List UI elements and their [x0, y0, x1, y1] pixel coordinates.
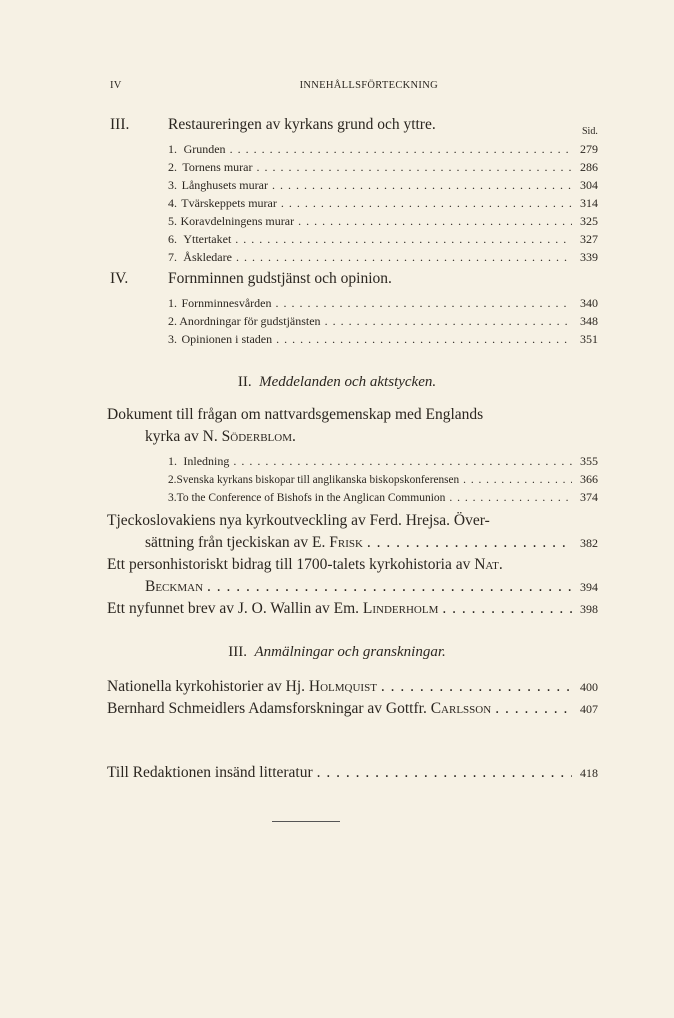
entry-page: 351 [580, 332, 598, 346]
toc-entry [168, 296, 598, 311]
section-numeral: III. [110, 116, 130, 133]
entry-page: 340 [580, 296, 598, 310]
part-heading [0, 644, 674, 661]
entry-label: Tornens murar [182, 160, 253, 174]
part-heading [0, 374, 674, 391]
entry-text: Tjeckoslovakiens nya kyrkoutveckling av Ferd. Hrejsa. Över- [107, 512, 490, 529]
toc-entry [168, 472, 598, 487]
author-name: Söderblom. [221, 428, 296, 445]
entry-page: 327 [580, 232, 598, 246]
page-number: IV [110, 80, 122, 91]
entry-page: 355 [580, 454, 598, 468]
entry-label: Yttertaket [183, 232, 232, 246]
part-numeral: II. [237, 374, 252, 390]
entry-label: Långhusets murar [181, 178, 268, 192]
toc-entry [168, 142, 598, 157]
entry-label: Anordningar för gudstjänsten [179, 314, 321, 328]
entry-page: 286 [580, 160, 598, 174]
entry-page: 374 [580, 490, 598, 504]
entry-label: Koravdelningens murar [180, 214, 295, 228]
entry-page: 382 [580, 536, 598, 550]
entry-page: 398 [580, 602, 598, 616]
entry-number: 3. [168, 178, 177, 192]
entry-page: 348 [580, 314, 598, 328]
entry-text-continued [145, 428, 296, 446]
dot-leader [463, 474, 572, 486]
page-column-label: Sid. [582, 126, 598, 137]
author-name: Holmquist [308, 678, 377, 695]
dot-leader [236, 250, 572, 265]
entry-page: 325 [580, 214, 598, 228]
toc-entry [107, 700, 598, 718]
dot-leader [276, 332, 572, 347]
entry-number: 3. [168, 332, 177, 346]
dot-leader [256, 160, 572, 175]
entry-label: Inledning [183, 454, 230, 468]
toc-entry [168, 454, 598, 469]
dot-leader [281, 196, 572, 211]
entry-label: Tvärskeppets murar [181, 196, 277, 210]
entry-text: Ett personhistoriskt bidrag till 1700-talets kyrkohistoria av [107, 556, 471, 573]
toc-entry [168, 214, 598, 229]
entry-label: To the Conference of Bishofs in the Anglican Communion [176, 492, 446, 504]
entry-label: Fornminnesvården [181, 296, 272, 310]
entry-label: Opinionen i staden [181, 332, 273, 346]
toc-entry [168, 178, 598, 193]
entry-number: 7. [168, 250, 177, 264]
section-heading [110, 116, 436, 134]
toc-entry [168, 332, 598, 347]
toc-entry [168, 250, 598, 265]
toc-entry [168, 490, 598, 505]
toc-entry [168, 196, 598, 211]
entry-text: Till Redaktionen insänd litteratur [107, 764, 313, 781]
entry-page: 418 [580, 766, 598, 780]
dot-leader [381, 678, 572, 696]
dot-leader [207, 578, 572, 596]
entry-label: Grunden [183, 142, 226, 156]
section-numeral: IV. [110, 270, 129, 287]
author-name: Frisk [329, 534, 363, 551]
author-name: Carlsson [430, 700, 492, 717]
entry-page: 394 [580, 580, 598, 594]
entry-number: 2. [168, 314, 177, 328]
entry-text: sättning från tjeckiskan av E. [145, 534, 326, 551]
dot-leader [272, 178, 572, 193]
dot-leader [449, 492, 572, 504]
section-title: Fornminnen gudstjänst och opinion. [168, 270, 392, 287]
entry-page: 314 [580, 196, 598, 210]
author-name: Linderholm [362, 600, 439, 617]
toc-entry [145, 534, 598, 552]
author-name: Beckman [145, 578, 204, 595]
entry-text: Nationella kyrkohistorier av Hj. [107, 678, 306, 695]
entry-label: Svenska kyrkans biskopar till anglikanska biskopskonferensen [176, 474, 460, 486]
entry-page: 304 [580, 178, 598, 192]
dot-leader [233, 454, 572, 469]
entry-text-line [107, 556, 503, 574]
entry-number: 1. [168, 142, 177, 156]
entry-text: Bernhard Schmeidlers Adamsforskningar av Gottfr. [107, 700, 427, 717]
entry-number: 6. [168, 232, 177, 246]
entry-text: kyrka av N. [145, 428, 218, 445]
entry-number: 2. [168, 160, 177, 174]
entry-page: 366 [580, 472, 598, 486]
entry-number: 1. [168, 296, 177, 310]
toc-entry [168, 160, 598, 175]
toc-entry [145, 578, 598, 596]
toc-entry [107, 600, 598, 618]
entry-page: 339 [580, 250, 598, 264]
dot-leader [230, 142, 572, 157]
author-name: Nat. [474, 556, 503, 573]
entry-page: 407 [580, 702, 598, 716]
part-title: Anmälningar och granskningar. [254, 644, 446, 660]
dot-leader [442, 600, 572, 618]
entry-number: 5. [168, 214, 177, 228]
toc-entry [107, 678, 598, 696]
entry-text: Dokument till frågan om nattvardsgemenskap med Englands [107, 406, 484, 423]
dot-leader [235, 232, 572, 247]
entry-page: 400 [580, 680, 598, 694]
toc-entry [168, 232, 598, 247]
entry-page: 279 [580, 142, 598, 156]
entry-number: 2. [168, 474, 177, 486]
entry-number: 4. [168, 196, 177, 210]
entry-text: Ett nyfunnet brev av J. O. Wallin av Em. [107, 600, 360, 617]
header-title: INNEHÅLLSFÖRTECKNING [299, 80, 438, 91]
dot-leader [298, 214, 572, 229]
dot-leader [317, 764, 572, 782]
running-header [110, 80, 438, 94]
closing-rule [272, 821, 340, 822]
part-numeral: III. [228, 644, 247, 660]
section-heading [110, 270, 392, 288]
entry-number: 1. [168, 454, 177, 468]
section-title: Restaureringen av kyrkans grund och yttre. [168, 116, 436, 133]
toc-entry [107, 764, 598, 782]
dot-leader [495, 700, 572, 718]
entry-number: 3. [168, 492, 177, 504]
dot-leader [325, 314, 572, 329]
dot-leader [275, 296, 572, 311]
dot-leader [367, 534, 572, 552]
entry-label: Åskledare [183, 250, 232, 264]
toc-entry [168, 314, 598, 329]
part-title: Meddelanden och aktstycken. [259, 374, 437, 390]
